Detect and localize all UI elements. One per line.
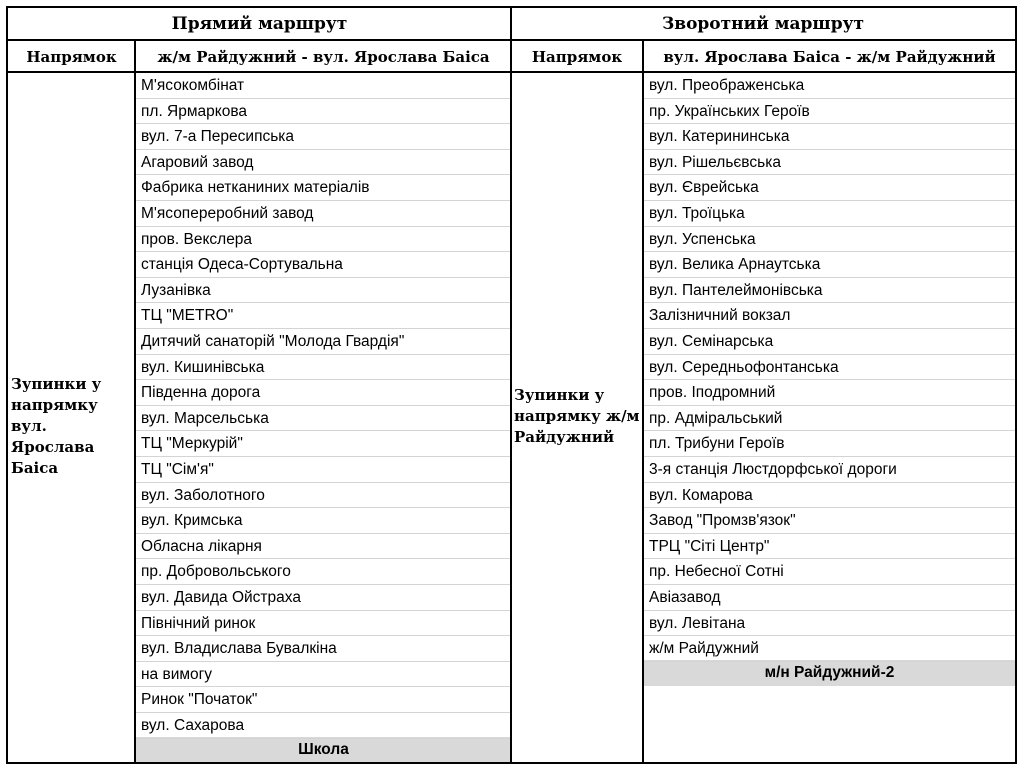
forward-stop-item: ТЦ "Меркурій"	[141, 435, 243, 453]
forward-stop-item: Лузанівка	[141, 281, 211, 299]
reverse-stop-item: вул. Успенська	[649, 230, 756, 248]
reverse-terminal-stop: м/н Райдужний-2	[764, 664, 895, 681]
forward-stop-item: вул. Владислава Бувалкіна	[141, 640, 337, 658]
forward-stop-item: вул. Давида Ойстраха	[141, 589, 301, 606]
forward-stop-item: на вимогу	[141, 665, 213, 683]
forward-stop-item: М'ясопереробний завод	[141, 205, 314, 222]
reverse-stop-item: вул. Велика Арнаутська	[649, 256, 821, 274]
forward-route-title: Прямий маршрут	[171, 14, 348, 34]
reverse-stop-item: пров. Іподромний	[649, 384, 776, 402]
forward-stop-item: вул. Кишинівська	[141, 358, 265, 376]
forward-stop-item: станція Одеса-Сортувальна	[141, 256, 343, 274]
forward-stop-item: ТЦ "Сім'я"	[141, 461, 214, 478]
forward-terminal-stop: Школа	[298, 741, 349, 758]
forward-stop-item: вул. Марсельська	[141, 409, 269, 427]
reverse-stop-item: пр. Адміральський	[649, 409, 783, 427]
forward-direction-header: Напрямок	[26, 48, 117, 66]
reverse-stop-item: 3-я станція Люстдорфської дороги	[649, 461, 897, 478]
reverse-column-divider	[642, 40, 644, 764]
reverse-stop-item: ж/м Райдужний	[649, 640, 759, 658]
forward-stop-item: пр. Добровольського	[141, 563, 291, 581]
reverse-route-title: Зворотний маршрут	[662, 14, 864, 34]
forward-route-header: ж/м Райдужний - вул. Ярослава Баіса	[157, 48, 490, 66]
forward-stops-caption: Зупинки у напрямку вул. Ярослава Баіса	[11, 375, 102, 477]
reverse-stop-item: вул. Троїцька	[649, 205, 745, 222]
reverse-stop-item: вул. Рішельєвська	[649, 153, 781, 171]
forward-column-divider	[134, 40, 136, 764]
right-border	[1015, 6, 1017, 764]
forward-stop-item: пл. Ярмаркова	[141, 102, 248, 120]
reverse-stop-item: вул. Катерининська	[649, 128, 790, 146]
left-border	[6, 6, 8, 764]
reverse-stop-item: пр. Українських Героїв	[649, 102, 810, 120]
forward-stop-item: М'ясокомбінат	[141, 77, 245, 94]
reverse-stops-caption: Зупинки у напрямку ж/м Райдужний	[514, 386, 640, 446]
reverse-stop-item: вул. Преображенська	[649, 77, 805, 94]
forward-stop-item: Південна дорога	[141, 384, 261, 402]
forward-stop-item: Фабрика нетканиних матеріалів	[141, 179, 370, 197]
reverse-stop-item: пр. Небесної Сотні	[649, 563, 784, 581]
forward-stop-item: вул. Кримська	[141, 512, 243, 530]
reverse-stop-item: вул. Пантелеймонівська	[649, 281, 823, 299]
forward-stop-item: Дитячий санаторій "Молода Гвардія"	[141, 333, 405, 350]
forward-stop-item: Ринок "Початок"	[141, 691, 258, 709]
reverse-stop-item: вул. Семінарська	[649, 333, 774, 350]
reverse-stop-item: Авіазавод	[649, 589, 721, 606]
reverse-stop-item: пл. Трибуни Героїв	[649, 435, 785, 453]
forward-stop-item: Обласна лікарня	[141, 537, 262, 555]
forward-stop-item: вул. Сахарова	[141, 717, 245, 734]
reverse-route-header: вул. Ярослава Баіса - ж/м Райдужний	[663, 48, 996, 66]
forward-stop-item: вул. Заболотного	[141, 486, 265, 504]
forward-stop-item: ТЦ "METRO"	[141, 307, 234, 325]
reverse-stop-item: вул. Левітана	[649, 614, 746, 632]
middle-border	[510, 6, 512, 764]
forward-stop-item: Північний ринок	[141, 614, 256, 632]
forward-stop-item: пров. Векслера	[141, 230, 253, 248]
reverse-direction-header: Напрямок	[531, 48, 623, 66]
reverse-stop-item: вул. Комарова	[649, 486, 753, 504]
forward-stop-item: вул. 7-а Пересипська	[141, 128, 295, 146]
reverse-stop-item: вул. Середньофонтанська	[649, 358, 839, 376]
forward-stop-item: Агаровий завод	[141, 153, 254, 171]
reverse-stop-item: ТРЦ "Сіті Центр"	[649, 537, 770, 555]
reverse-stop-item: Залізничний вокзал	[649, 307, 791, 325]
reverse-stop-item: Завод "Промзв'язок"	[649, 512, 796, 530]
reverse-stop-item: вул. Єврейська	[649, 179, 759, 197]
